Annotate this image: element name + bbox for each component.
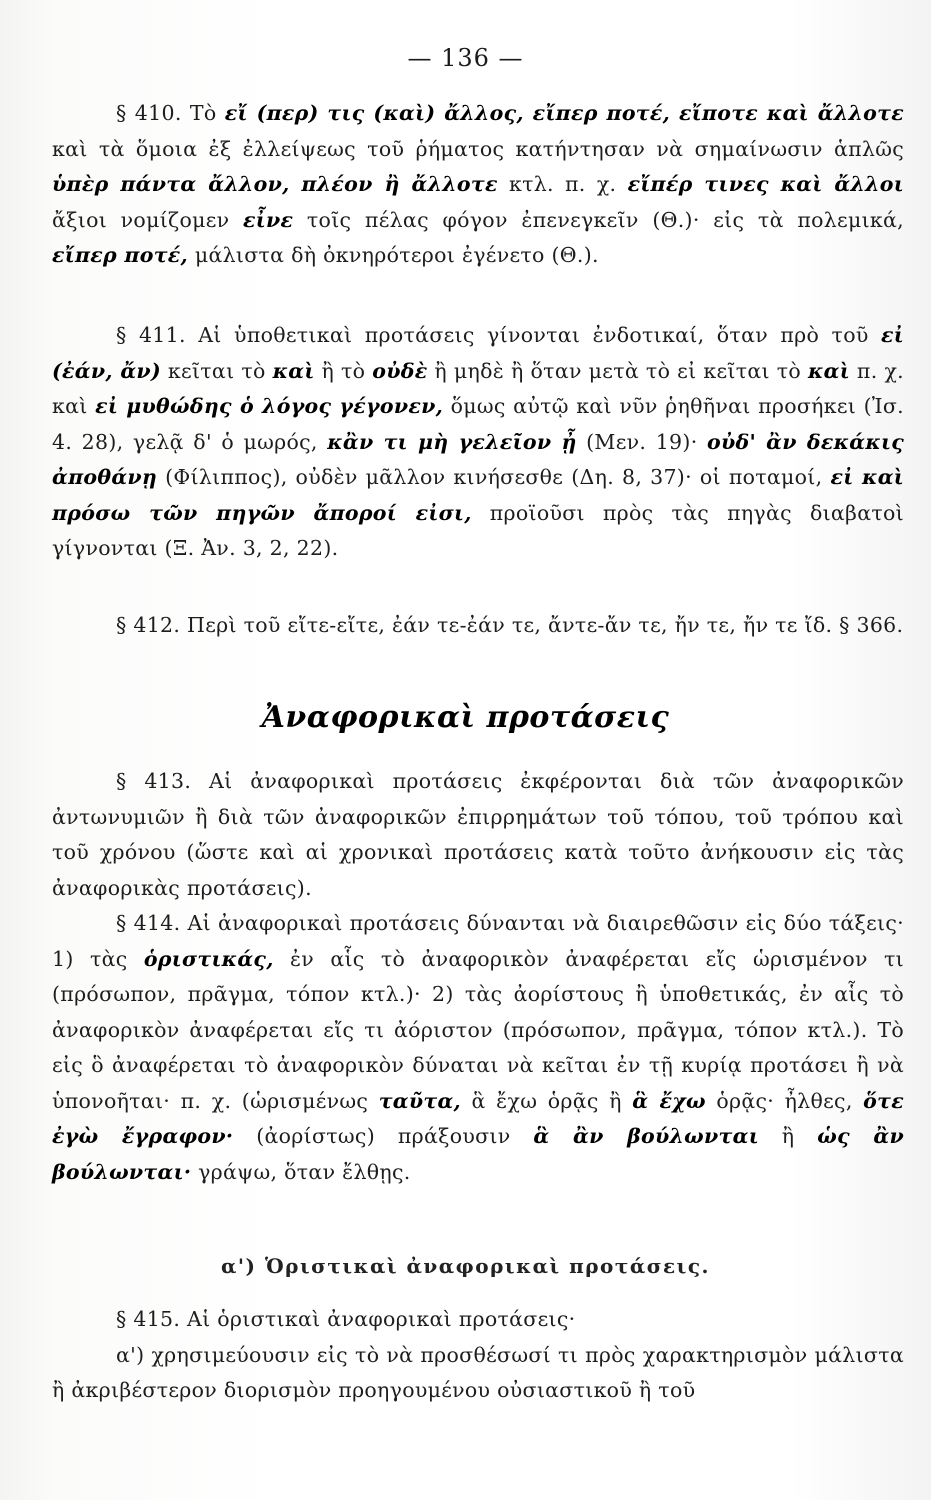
p410-bold-h: εἶνε xyxy=(243,207,294,232)
p411-text-k: ὅμως αὐτῷ καὶ νῦν ῥηθῆναι προσήκει (Ἰσ. 4. 28), γελᾷ δ' ὁ μωρός, xyxy=(52,394,904,454)
p415-line1-text: § 415. Αἱ ὁριστικαὶ ἀναφορικαὶ προτάσεις· xyxy=(116,1307,576,1331)
p411-text-c: κεῖται τὸ xyxy=(160,358,273,383)
p411-bold-d: καὶ xyxy=(272,358,315,383)
p410-text-g: ἄξιοι νομίζομεν xyxy=(52,207,244,232)
paragraph-411 xyxy=(52,318,904,567)
p411-text-m: (Μεν. 19)· xyxy=(576,429,707,454)
p414-text-g: ὁρᾷς· ἦλθες, xyxy=(705,1088,864,1113)
p410-text-a: § 410. Τὸ xyxy=(116,101,225,125)
p414-bold-h: ὅτε ἐγὼ ἔγραφον· xyxy=(52,1088,904,1148)
p410-bold-j: εἴπερ ποτέ, xyxy=(52,243,188,267)
paragraph-410 xyxy=(52,96,904,274)
p414-text-e: ἃ ἔχω ὁρᾷς ἢ xyxy=(461,1088,633,1113)
p411-bold-n: οὐδ' ἂν δεκάκις ἀποθάνῃ xyxy=(52,429,904,489)
p414-text-k: ἢ xyxy=(758,1124,818,1148)
p415-line1 xyxy=(52,1302,904,1338)
p415-line2 xyxy=(52,1338,904,1409)
p411-bold-p: εἰ καὶ πρόσω τῶν πηγῶν ἄποροί εἰσι, xyxy=(52,465,904,525)
p411-text-o: (Φίλιππος), οὐδὲν μᾶλλον κινήσεσθε (Δη. 8, 37)· οἱ ποταμοί, xyxy=(157,465,831,489)
paragraph-412 xyxy=(52,608,904,644)
p412-text: § 412. Περὶ τοῦ εἴτε-εἴτε, ἐάν τε-ἐάν τε, ἄντε-ἄν τε, ἤν τε, ἤν τε ἴδ. § 366. xyxy=(116,613,904,637)
p411-text-i: π. χ. καὶ xyxy=(52,358,904,418)
p410-text-e: κτλ. π. χ. xyxy=(497,172,628,196)
p411-bold-f: οὐδὲ xyxy=(372,358,428,383)
p410-bold-f: εἴπέρ τινες καὶ ἄλλοι xyxy=(627,172,904,196)
p410-bold-d: ὑπὲρ πάντα ἄλλον, πλέον ἢ ἄλλοτε xyxy=(52,172,498,196)
p411-bold-b: εἰ (ἐάν, ἄν) xyxy=(52,323,904,383)
p411-text-g: ἢ μηδὲ ἢ ὅταν μετὰ τὸ εἰ κεῖται τὸ xyxy=(427,358,809,383)
p410-text-c: καὶ τὰ ὅμοια ἐξ ἐλλείψεως τοῦ ῥήματος κατήντησαν νὰ σημαίνωσιν ἁπλῶς xyxy=(52,136,904,161)
p413-text: § 413. Αἱ ἀναφορικαὶ προτάσεις ἐκφέρονται διὰ τῶν ἀναφορικῶν ἀντωνυμιῶν ἢ διὰ τῶν ἀναφορικῶν ἐπιρρημάτων τοῦ τόπου, τοῦ τρόπου καὶ τοῦ χρόνου (ὥστε καὶ αἱ χρονικαὶ προτάσεις κατὰ τοῦτο ἀνήκουσιν εἰς τὰς ἀναφορικὰς προτάσεις). xyxy=(52,769,904,900)
p411-text-e: ἢ τὸ xyxy=(314,358,373,383)
p415-line2-text: α') χρησιμεύουσιν εἰς τὸ νὰ προσθέσωσί τι πρὸς χαρακτηρισμὸν μάλιστα ἢ ἀκριβέστερον διορισμὸν προηγουμένου οὐσιαστικοῦ ἢ τοῦ xyxy=(52,1342,904,1402)
p414-text-i: (ἀορίστως) πράξουσιν xyxy=(233,1124,534,1148)
p411-bold-h: καὶ xyxy=(808,358,850,383)
p411-text-q: προϊοῦσι πρὸς τὰς πηγὰς διαβατοὶ γίγνονται (Ξ. Ἀν. 3, 2, 22). xyxy=(52,500,904,560)
paragraph-415 xyxy=(52,1302,904,1409)
section-heading: Ἀναφορικαὶ προτάσεις xyxy=(261,700,670,735)
p410-text-i: τοῖς πέλας φόγον ἐπενεγκεῖν (Θ.)· εἰς τὰ πολεμικά, xyxy=(293,207,904,232)
page-number: — 136 — xyxy=(407,44,524,72)
p414-bold-d: ταῦτα, xyxy=(378,1088,461,1113)
p410-bold-b: εἴ (περ) τις (καὶ) ἄλλος, εἴπερ ποτέ, εἴποτε καὶ ἄλλοτε xyxy=(224,101,904,125)
p411-text-a: § 411. Αἱ ὑποθετικαὶ προτάσεις γίνονται ἐνδοτικαί, ὅταν πρὸ τοῦ xyxy=(116,323,882,347)
p414-text-m: γράψω, ὅταν ἔλθῃς. xyxy=(191,1159,411,1184)
p414-text-a: § 414. Αἱ ἀναφορικαὶ προτάσεις δύνανται νὰ διαιρεθῶσιν εἰς δύο τάξεις· 1) τὰς xyxy=(52,911,904,971)
p411-bold-j: εἰ μυθώδης ὁ λόγος γέγονεν, xyxy=(95,394,444,418)
p414-bold-b: ὁριστικάς, xyxy=(143,946,274,971)
subsection-heading: α') Ὁριστικαὶ ἀναφορικαὶ προτάσεις. xyxy=(221,1254,710,1278)
p414-bold-j: ἃ ἂν βούλωνται xyxy=(533,1124,759,1148)
p410-text-k: μάλιστα δὴ ὀκνηρότεροι ἐγένετο (Θ.). xyxy=(188,243,599,267)
p414-bold-f: ἃ ἔχω xyxy=(632,1088,706,1113)
p411-bold-l: κἂν τι μὴ γελεῖον ᾖ xyxy=(327,429,577,454)
p414-text-c: ἐν αἷς τὸ ἀναφορικὸν ἀναφέρεται εἴς ὡρισμένον τι (πρόσωπον, πρᾶγμα, τόπον κτλ.)· 2) τὰς ἀορίστους ἢ ὑποθετικάς, ἐν αἷς τὸ ἀναφορικὸν ἀναφέρεται εἴς τι ἀόριστον (πρόσωπον, πρᾶγμα, τόπον κτλ.). Τὸ εἰς ὃ ἀναφέρεται τὸ ἀναφορικὸν δύναται νὰ κεῖται ἐν τῇ κυρίᾳ προτάσει ἢ νὰ ὑπονοῆται· π. χ. (ὡρισμένως xyxy=(52,946,905,1113)
paragraph-414 xyxy=(52,906,904,1190)
p414-bold-l: ὡς ἂν βούλωνται· xyxy=(52,1124,904,1184)
paragraph-413 xyxy=(52,764,904,906)
